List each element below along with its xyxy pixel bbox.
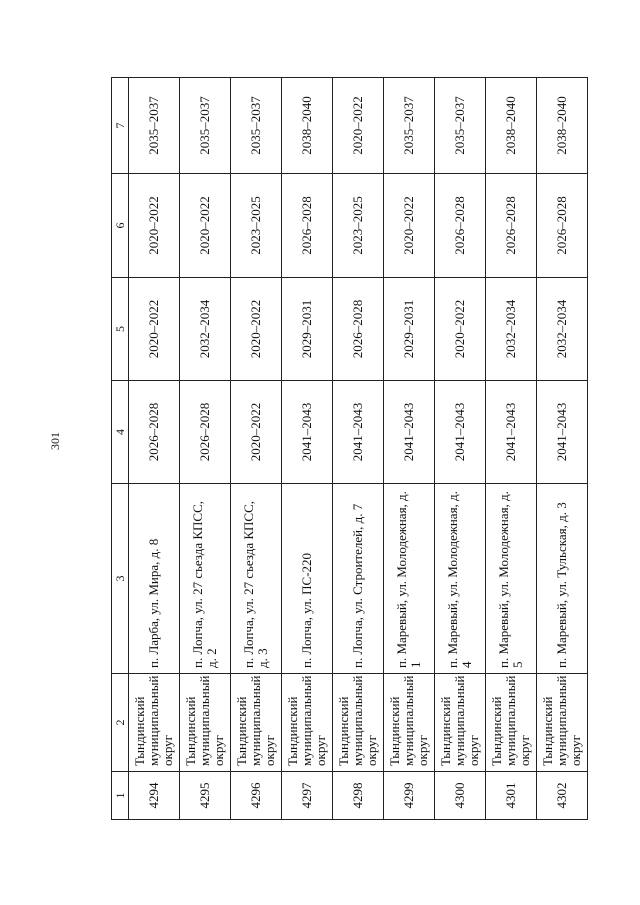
period-cell: 2026–2028 bbox=[282, 174, 333, 278]
table-row bbox=[384, 78, 435, 820]
district-cell: Тындинский муниципальный округ bbox=[129, 674, 180, 772]
row-number: 4295 bbox=[180, 772, 231, 820]
column-header: 6 bbox=[112, 174, 129, 278]
period-cell: 2023–2025 bbox=[231, 174, 282, 278]
period-cell: 2035–2037 bbox=[231, 78, 282, 174]
header-row bbox=[112, 78, 129, 820]
district-cell: Тындинский муниципальный округ bbox=[537, 674, 588, 772]
page-number: 301 bbox=[48, 432, 62, 450]
period-cell: 2041–2043 bbox=[486, 381, 537, 484]
row-number: 4302 bbox=[537, 772, 588, 820]
row-number: 4296 bbox=[231, 772, 282, 820]
table-row bbox=[486, 78, 537, 820]
column-header: 3 bbox=[112, 484, 129, 674]
address-cell: п. Лопча, ул. 27 съезда КПСС, д. 2 bbox=[180, 484, 231, 674]
period-cell: 2020–2022 bbox=[231, 278, 282, 381]
period-cell: 2041–2043 bbox=[435, 381, 486, 484]
address-cell: п. Лопча, ул. 27 съезда КПСС, д. 3 bbox=[231, 484, 282, 674]
column-header: 5 bbox=[112, 278, 129, 381]
row-number: 4300 bbox=[435, 772, 486, 820]
period-cell: 2032–2034 bbox=[180, 278, 231, 381]
period-cell: 2035–2037 bbox=[180, 78, 231, 174]
period-cell: 2020–2022 bbox=[231, 381, 282, 484]
address-cell: п. Ларба, ул. Мира, д. 8 bbox=[129, 484, 180, 674]
period-cell: 2035–2037 bbox=[384, 78, 435, 174]
table-row bbox=[282, 78, 333, 820]
period-cell: 2020–2022 bbox=[180, 174, 231, 278]
district-cell: Тындинский муниципальный округ bbox=[282, 674, 333, 772]
row-number: 4297 bbox=[282, 772, 333, 820]
district-cell: Тындинский муниципальный округ bbox=[486, 674, 537, 772]
period-cell: 2029–2031 bbox=[282, 278, 333, 381]
period-cell: 2032–2034 bbox=[486, 278, 537, 381]
row-number: 4298 bbox=[333, 772, 384, 820]
period-cell: 2038–2040 bbox=[282, 78, 333, 174]
district-cell: Тындинский муниципальный округ bbox=[435, 674, 486, 772]
period-cell: 2035–2037 bbox=[129, 78, 180, 174]
column-header: 4 bbox=[112, 381, 129, 484]
period-cell: 2026–2028 bbox=[435, 174, 486, 278]
column-header: 2 bbox=[112, 674, 129, 772]
column-header: 1 bbox=[112, 772, 129, 820]
period-cell: 2026–2028 bbox=[129, 381, 180, 484]
period-cell: 2032–2034 bbox=[537, 278, 588, 381]
district-cell: Тындинский муниципальный округ bbox=[180, 674, 231, 772]
registry-table bbox=[111, 77, 588, 820]
period-cell: 2041–2043 bbox=[282, 381, 333, 484]
period-cell: 2038–2040 bbox=[486, 78, 537, 174]
address-cell: п. Лопча, ул. Строителей, д. 7 bbox=[333, 484, 384, 674]
address-cell: п. Маревый, ул. Молодежная, д. 1 bbox=[384, 484, 435, 674]
district-cell: Тындинский муниципальный округ bbox=[333, 674, 384, 772]
table-row bbox=[231, 78, 282, 820]
period-cell: 2038–2040 bbox=[537, 78, 588, 174]
period-cell: 2020–2022 bbox=[384, 174, 435, 278]
address-cell: п. Маревый, ул. Молодежная, д. 4 bbox=[435, 484, 486, 674]
period-cell: 2026–2028 bbox=[486, 174, 537, 278]
row-number: 4299 bbox=[384, 772, 435, 820]
table-row bbox=[129, 78, 180, 820]
row-number: 4301 bbox=[486, 772, 537, 820]
period-cell: 2035–2037 bbox=[435, 78, 486, 174]
district-cell: Тындинский муниципальный округ bbox=[231, 674, 282, 772]
period-cell: 2020–2022 bbox=[435, 278, 486, 381]
period-cell: 2023–2025 bbox=[333, 174, 384, 278]
registry-table-container bbox=[111, 78, 587, 820]
district-cell: Тындинский муниципальный округ bbox=[384, 674, 435, 772]
period-cell: 2026–2028 bbox=[333, 278, 384, 381]
table-row bbox=[537, 78, 588, 820]
address-cell: п. Маревый, ул. Тульская, д. 3 bbox=[537, 484, 588, 674]
table-row bbox=[333, 78, 384, 820]
period-cell: 2041–2043 bbox=[537, 381, 588, 484]
period-cell: 2026–2028 bbox=[180, 381, 231, 484]
period-cell: 2020–2022 bbox=[129, 174, 180, 278]
period-cell: 2020–2022 bbox=[333, 78, 384, 174]
table-row bbox=[435, 78, 486, 820]
period-cell: 2029–2031 bbox=[384, 278, 435, 381]
column-header: 7 bbox=[112, 78, 129, 174]
period-cell: 2041–2043 bbox=[384, 381, 435, 484]
address-cell: п. Лопча, ул. ПС-220 bbox=[282, 484, 333, 674]
row-number: 4294 bbox=[129, 772, 180, 820]
period-cell: 2041–2043 bbox=[333, 381, 384, 484]
table-row bbox=[180, 78, 231, 820]
period-cell: 2020–2022 bbox=[129, 278, 180, 381]
period-cell: 2026–2028 bbox=[537, 174, 588, 278]
address-cell: п. Маревый, ул. Молодежная, д. 5 bbox=[486, 484, 537, 674]
